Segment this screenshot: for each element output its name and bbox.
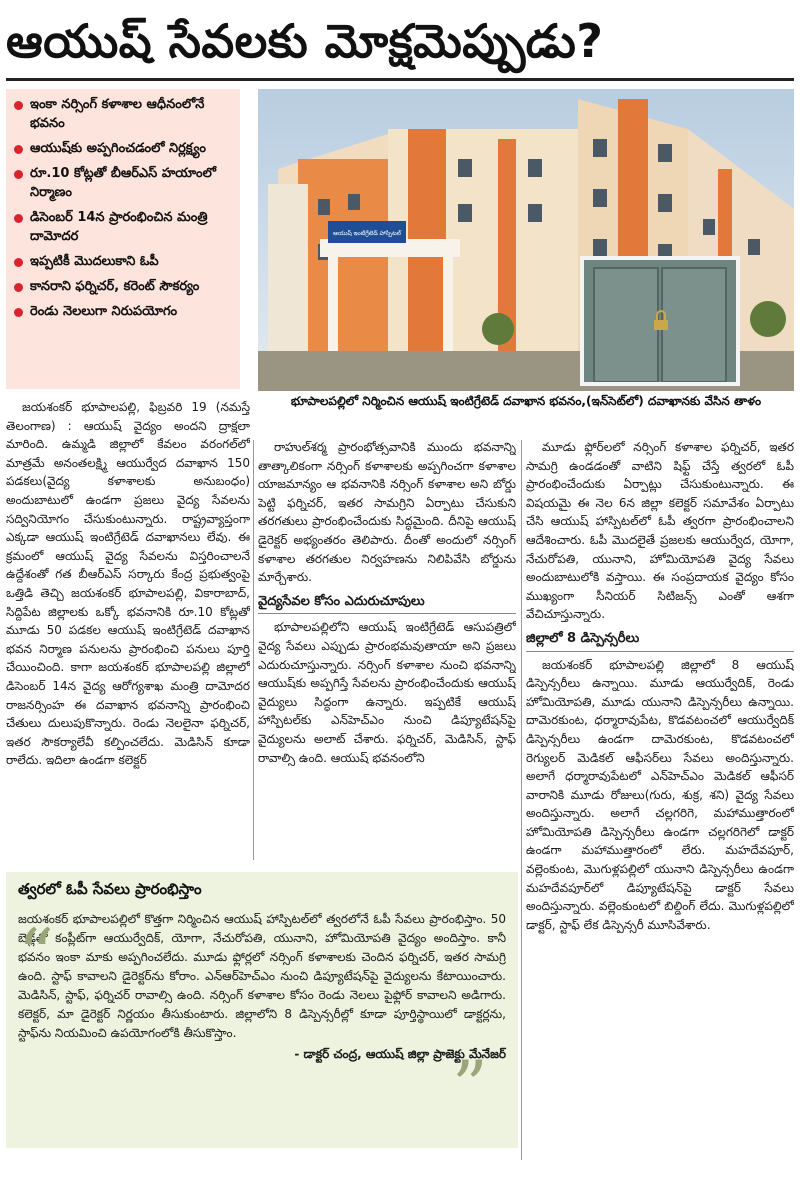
column-divider — [253, 440, 254, 860]
subheading: వైద్యసేవల కోసం ఎదురుచూపులు — [258, 593, 516, 615]
highlight-item: డిసెంబర్ 14న ప్రారంభించిన మంత్రి దామోదర — [14, 208, 234, 246]
open-quote-icon: “ — [18, 914, 54, 996]
bullet-dot-icon — [14, 283, 23, 292]
highlight-item: ఇప్పటికీ మొదలుకాని ఓపీ — [14, 252, 234, 271]
bullet-dot-icon — [14, 145, 23, 154]
column-divider — [521, 440, 522, 1160]
bullet-dot-icon — [14, 308, 23, 317]
highlight-item: ఆయుష్‌కు అప్పగించడంలో నిర్లక్ష్యం — [14, 139, 234, 158]
article-column-3 — [526, 438, 794, 1160]
paragraph: భూపాలపల్లిలోని ఆయుష్ ఇంటిగ్రేటెడ్ ఆసుపత్రిలో వైద్య సేవలు ఎప్పుడు ప్రారంభమవుతాయా అని ప్రజలు ఎదురుచూస్తున్నారు. నర్సింగ్ కళాశాల నుంచి భవనాన్ని ఆయుష్‌కు అప్పగిస్తే సేవలను ప్రారంభించేందుకు ఆయుష్ వైద్యులు సిద్ధంగా ఉన్నారు. ఇప్పటికే ఆయుష్ హాస్పిటల్‌కు ఎన్‌హెచ్‌ఎం నుంచి డిప్యూటేషన్‌పై వైద్యులను అలాట్ చేశారు. ఫర్నిచర్, మెడిసిన్, స్టాఫ్ రావాల్సి ఉంది. ఆయుష్ భవనంలోని — [258, 620, 516, 765]
paragraph: రాహుల్‌శర్మ ప్రారంభోత్సవానికి ముందు భవనాన్ని తాత్కాలికంగా నర్సింగ్ కళాశాలకు అప్పగించగా కళాశాల యాజమాన్యం ఆ భవనానికి నర్సింగ్ కళాశాల అని బోర్డు పెట్టి ఫర్నిచర్, ఇతర సామగ్రిని ఏర్పాటు చేసుకుని తరగతులు ప్రారంభించేందుకు సిద్ధమైంది. దీనిపై ఆయుష్ డైరెక్టర్ అభ్యంతరం తెలిపారు. దీంతో అందులో నర్సింగ్ కళాశాల తరగతుల నిర్వహణను నిలిపివేసి బోర్డును మార్చేశారు. — [258, 440, 516, 585]
highlights-box — [6, 89, 240, 389]
bullet-dot-icon — [14, 258, 23, 267]
hospital-sign-text: ఆయుష్ ఇంటిగ్రేటెడ్ హాస్పిటల్ — [332, 231, 402, 237]
article-column-1 — [6, 398, 250, 864]
bullet-dot-icon — [14, 170, 23, 179]
highlight-item: ఇంకా నర్సింగ్ కళాశాల ఆధీనంలోనే భవనం — [14, 95, 234, 133]
bullet-dot-icon — [14, 214, 23, 223]
headline: ఆయుష్ సేవలకు మోక్షమెప్పుడు? — [6, 14, 604, 68]
quote-body: జయశంకర్ భూపాలపల్లిలో కొత్తగా నిర్మించిన ఆయుష్ హాస్పిటల్‌లో త్వరలోనే ఓపీ సేవలు ప్రారంభిస్తాం. 50 బెడ్లతో కంప్లీట్‌గా ఆయుర్వేదిక్, యోగా, నేచురోపతి, యునాని, హోమియోపతి వైద్యం అందిస్తాం. కానీ భవనం ఇంకా మాకు అప్పగించలేదు. మూడు ఫ్లోర్లలో నర్సింగ్ కళాశాలకు చెందిన ఫర్నిచర్, ఇతర సామగ్రి ఉంది. స్టాఫ్ కావాలని డైరెక్టర్‌ను కోరాం. ఎన్‌ఆర్‌హెచ్‌ఎం నుంచి డిప్యూటేషన్‌పై వైద్యులను కేటాయించారు. మెడిసిన్, స్టాఫ్, ఫర్నిచర్ రావాల్సి ఉంది. నర్సింగ్ కళాశాల కోసం రెండు నెలలు పైఫ్లోర్ కావాలని అడిగారు. కలెక్టర్, మా డైరెక్టర్ నిర్ణయం తీసుకుంటారు. జిల్లాలోని 8 డిస్పెన్సరీల్లో కూడా పూర్తిస్థాయిలో డాక్టర్లను, స్టాఫ్‌ను నియమించి ఉపయోగంలోకి తీసుకొస్తాం. — [18, 912, 506, 1040]
highlight-item: కానరాని ఫర్నిచర్, కరెంట్ సౌకర్యం — [14, 277, 234, 296]
paragraph: మూడు ఫ్లోర్‌లలో నర్సింగ్ కళాశాల ఫర్నిచర్, ఇతర సామగ్రి ఉండడంతో వాటిని షిఫ్ట్ చేస్తే త్వరలో ఓపీ ప్రారంభించేందుకు ఏర్పాట్లు చేసుకుంటున్నారు. ఈ విషయమై ఈ నెల 6న జిల్లా కలెక్టర్ సమావేశం ఏర్పాటు చేసి ఆయుష్ హాస్పిటల్‌లో ఓపీ త్వరగా ప్రారంభించాలని ఆదేశించారు. ఓపీ మొదలైతే ప్రజలకు ఆయుర్వేద, యోగా, నేచురోపతి, యునాని, హోమియోపతి వైద్య సేవలు అందుబాటులోకి వస్తాయి. ఈ సంప్రదాయక వైద్యం కోసం ముఖ్యంగా సీనియర్ సిటిజన్స్ ఎంతో ఆశగా వేచిచూస్తున్నారు. — [526, 440, 794, 622]
close-quote-icon: ” — [452, 1046, 488, 1128]
door-lock-icon — [584, 260, 736, 382]
article-column-2 — [258, 438, 516, 864]
quote-credit: - డాక్టర్ చంద్ర, ఆయుష్ జిల్లా ప్రాజెక్టు మేనేజర్ — [294, 1047, 506, 1061]
highlight-item: రూ.10 కోట్లతో బీఆర్ఎస్ హయాంలో నిర్మాణం — [14, 164, 234, 202]
quote-box — [6, 872, 518, 1148]
paragraph: జయశంకర్ భూపాలపల్లి, ఫిబ్రవరి 19 (నమస్తే తెలంగాణ) : ఆయుష్ వైద్యం అందని ద్రాక్షలా మారింది. ఉమ్మడి జిల్లాలో కేవలం వరంగల్‌లో మాత్రమే అనంతలక్ష్మి ఆయుర్వేద దవాఖాన 150 పడకలు(వైద్య కళాశాలకు అనుబంధం) అందుబాటులో ఉండగా ప్రజలు వైద్య సేవలను సద్వినియోగం చేసుకుంటున్నారు. రాష్ట్రవ్యాప్తంగా ఎక్కడా ఆయుష్ ఇంటిగ్రేటెడ్ దవాఖానలు లేవు. ఈ క్రమంలో ఆయుష్ వైద్య సేవలను విస్తరించాలనే ఉద్దేశంతో గత బీఆర్ఎస్ సర్కారు కేంద్ర ప్రభుత్వంపై ఒత్తిడి తెచ్చి జయశంకర్ భూపాలపల్లి, వికారాబాద్, సిద్దిపేట జిల్లాలకు ఒక్కో భవనానికి రూ.10 కోట్లతో మూడు 50 పడకల ఆయుష్ ఇంటిగ్రేటెడ్ దవాఖాన భవన నిర్మాణ పనులను ప్రారంభించి పనులు పూర్తి చేయించింది. కాగా జయశంకర్ భూపాలపల్లి జిల్లాలో డిసెంబర్ 14న వైద్య ఆరోగ్యశాఖ మంత్రి దామోదర రాజనర్సింహ ఈ దవాఖాన భవనాన్ని ప్రారంభించి చేతులు దులుపుకొన్నారు. రెండు నెలలైనా ఫర్నిచర్, ఇతర సౌకర్యాలేవీ కల్పించలేదు. మెడిసిన్ కూడా రాలేదు. ఇదిలా ఉండగా కలెక్టర్ — [6, 400, 250, 768]
locked-door-inset — [580, 256, 740, 386]
highlight-item: రెండు నెలలుగా నిరుపయోగం — [14, 302, 234, 321]
quote-title: త్వరలో ఓపీ సేవలు ప్రారంభిస్తాం — [18, 880, 202, 898]
photo-caption: భూపాలపల్లిలో నిర్మించిన ఆయుష్ ఇంటిగ్రేటెడ్ దవాఖాన భవనం,(ఇన్‌సెట్‌లో) దవాఖానకు వేసిన తాళం — [258, 392, 794, 430]
paragraph: జయశంకర్ భూపాలపల్లి జిల్లాలో 8 ఆయుష్ డిస్పెన్సరీలు ఉన్నాయి. మూడు ఆయుర్వేదిక్, రెండు హోమియోపతి, మూడు యునాని డిస్పెన్సరీలు ఉన్నాయి. దామెరకుంట, ధర్మారావుపేట, కొడవటంచలో ఆయుర్వేదిక్ డిస్పెన్సరీలు ఉండగా దామెరకుంట, కొడవటంచలో రెగ్యులర్ మెడికల్ ఆఫీసర్‌లు సేవలు అందిస్తున్నారు. అలాగే ధర్మారావుపేటలో ఎన్‌హెచ్‌ఎం మెడికల్ ఆఫీసర్ వారానికి మూడు రోజులు(గురు, శుక్ర, శని) వైద్య సేవలు అందిస్తున్నారు. అలాగే చల్లగరిగె, మహాముత్తారంలో హోమియోపతి డిస్పెన్సరీలు ఉండగా చల్లగరిగెలో డాక్టర్ ఉండగా మహాముత్తారంలో లేరు. మహదేవపూర్, వల్లెంకుంట, మొగుళ్లపల్లిలో యునాని డిస్పెన్సరీలు ఉండగా మహదేవపూర్‌లో డిప్యూటేషన్‌పై డాక్టర్ సేవలు అందిస్తున్నారు. వల్లెంకుంటలో బిల్డింగ్ లేదు. మొగుళ్లపల్లిలో డాక్టర్, స్టాఫ్ లేక డిస్పెన్సరీ మూసివేశారు. — [526, 657, 794, 932]
headline-rule — [6, 78, 794, 81]
subheading: జిల్లాలో 8 డిస్పెన్సరీలు — [526, 630, 794, 652]
bullet-dot-icon — [14, 101, 23, 110]
